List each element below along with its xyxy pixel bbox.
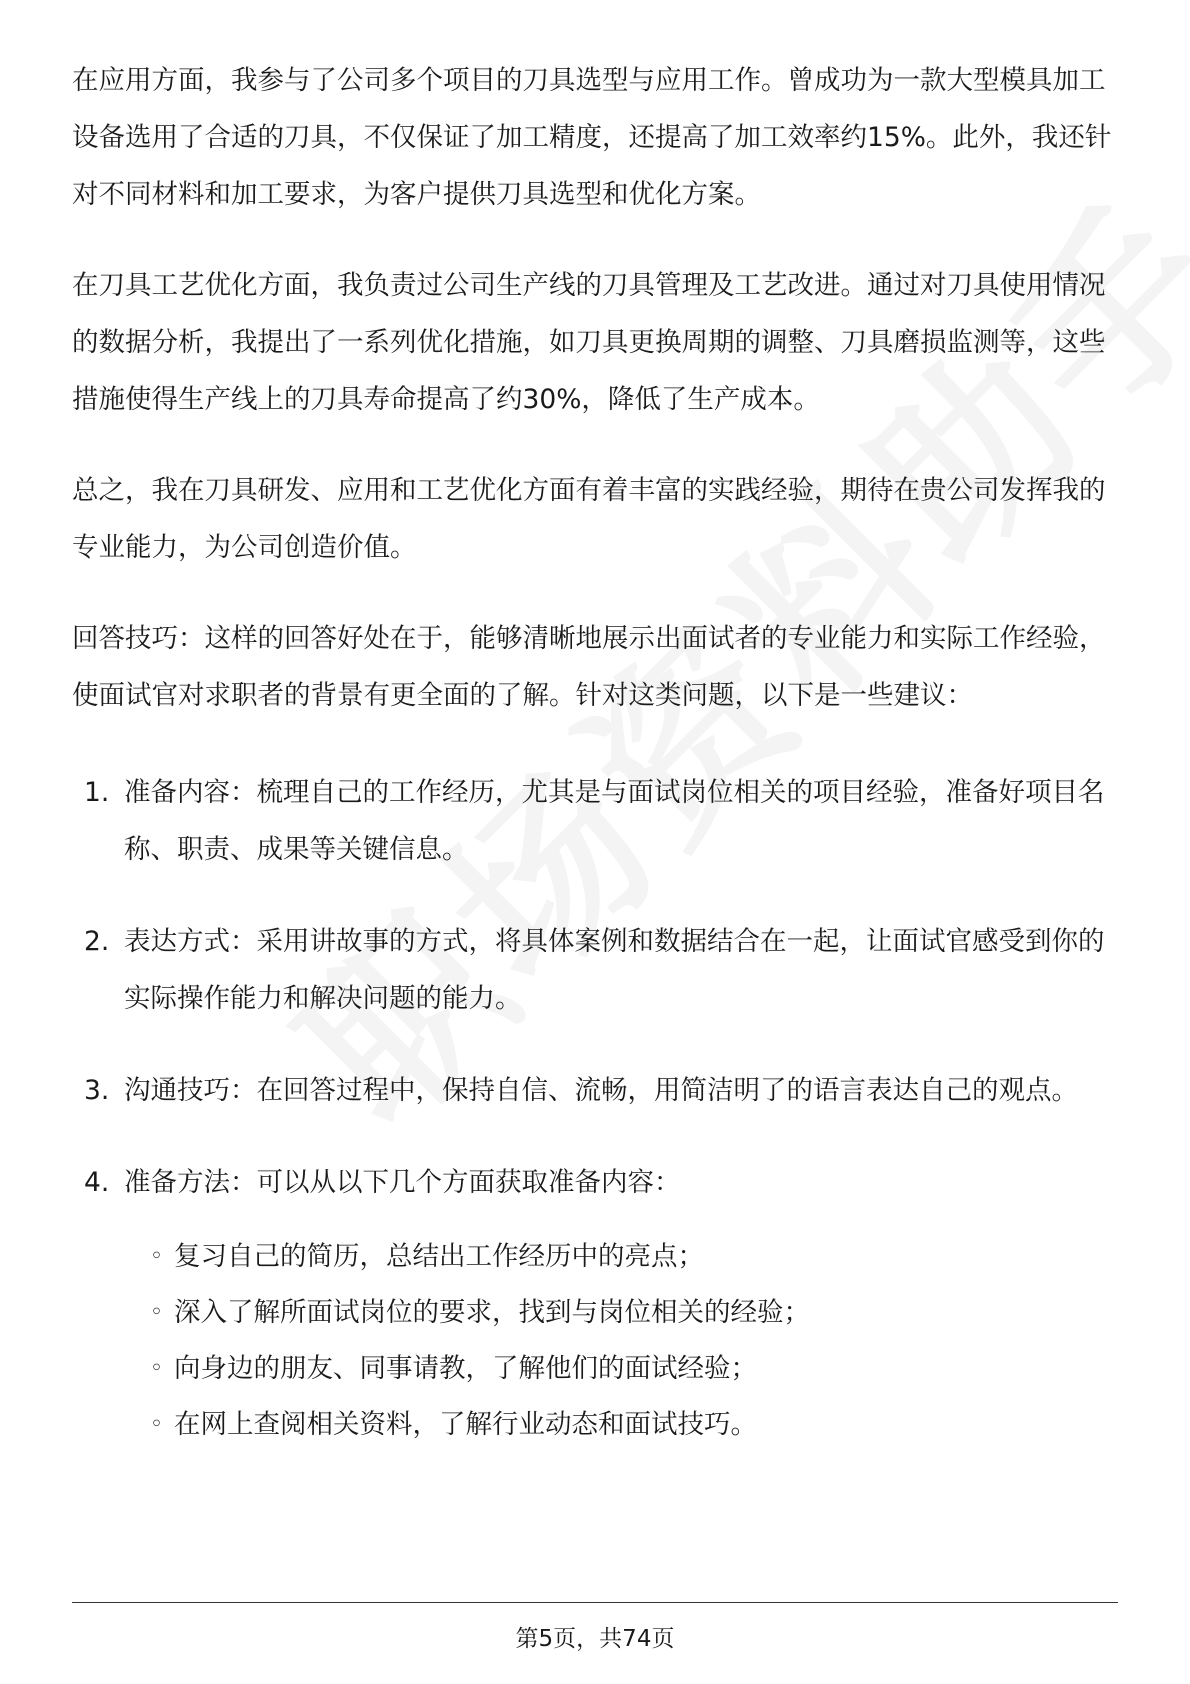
hollow-bullet-icon: ◦ — [150, 1356, 163, 1381]
list-item-text: 向身边的朋友、同事请教，了解他们的面试经验； — [174, 1353, 757, 1384]
paragraph-summary: 总之，我在刀具研发、应用和工艺优化方面有着丰富的实践经验，期待在贵公司发挥我的专业能力，为公司创造价值。 — [72, 475, 1106, 563]
advice-number: 4. — [84, 1167, 110, 1198]
advice-item — [72, 1062, 1118, 1119]
page-content — [72, 52, 1118, 1488]
list-item-text: 复习自己的简历，总结出工作经历中的亮点； — [174, 1241, 704, 1272]
hollow-bullet-icon: ◦ — [150, 1244, 163, 1269]
list-item-text: 在网上查阅相关资料，了解行业动态和面试技巧。 — [174, 1409, 757, 1440]
advice-number: 1. — [84, 777, 110, 808]
paragraph-process-optimization: 在刀具工艺优化方面，我负责过公司生产线的刀具管理及工艺改进。通过对刀具使用情况的数据分析，我提出了一系列优化措施，如刀具更换周期的调整、刀具磨损监测等，这些措施使得生产线上的刀具寿命提高了约30%，降低了生产成本。 — [72, 270, 1106, 415]
paragraph-answer-tips: 回答技巧：这样的回答好处在于，能够清晰地展示出面试者的专业能力和实际工作经验，使面试官对求职者的背景有更全面的了解。针对这类问题，以下是一些建议： — [72, 623, 1106, 711]
list-item — [124, 1397, 1118, 1453]
advice-item — [72, 764, 1118, 878]
advice-text: 准备方法：可以从以下几个方面获取准备内容： — [124, 1167, 681, 1198]
list-item-text: 深入了解所面试岗位的要求，找到与岗位相关的经验； — [174, 1297, 810, 1328]
advice-number: 3. — [84, 1075, 110, 1106]
list-item — [124, 1285, 1118, 1341]
advice-item — [72, 913, 1118, 1027]
footer-divider — [72, 1602, 1118, 1603]
list-item — [124, 1229, 1118, 1285]
advice-number: 2. — [84, 926, 110, 957]
page-number: 第5页，共74页 — [515, 1626, 675, 1652]
advice-text: 表达方式：采用讲故事的方式，将具体案例和数据结合在一起，让面试官感受到你的实际操作能力和解决问题的能力。 — [124, 926, 1105, 1014]
hollow-bullet-icon: ◦ — [150, 1412, 163, 1437]
advice-text: 沟通技巧：在回答过程中，保持自信、流畅，用简洁明了的语言表达自己的观点。 — [124, 1075, 1078, 1106]
list-item — [124, 1341, 1118, 1397]
advice-item — [72, 1154, 1118, 1453]
paragraph-application: 在应用方面，我参与了公司多个项目的刀具选型与应用工作。曾成功为一款大型模具加工设备选用了合适的刀具，不仅保证了加工精度，还提高了加工效率约15%。此外，我还针对不同材料和加工要求，为客户提供刀具选型和优化方案。 — [72, 65, 1112, 210]
advice-list — [72, 764, 1118, 1453]
preparation-sources-list — [124, 1229, 1118, 1453]
advice-text: 准备内容：梳理自己的工作经历，尤其是与面试岗位相关的项目经验，准备好项目名称、职责、成果等关键信息。 — [124, 777, 1105, 865]
hollow-bullet-icon: ◦ — [150, 1300, 163, 1325]
